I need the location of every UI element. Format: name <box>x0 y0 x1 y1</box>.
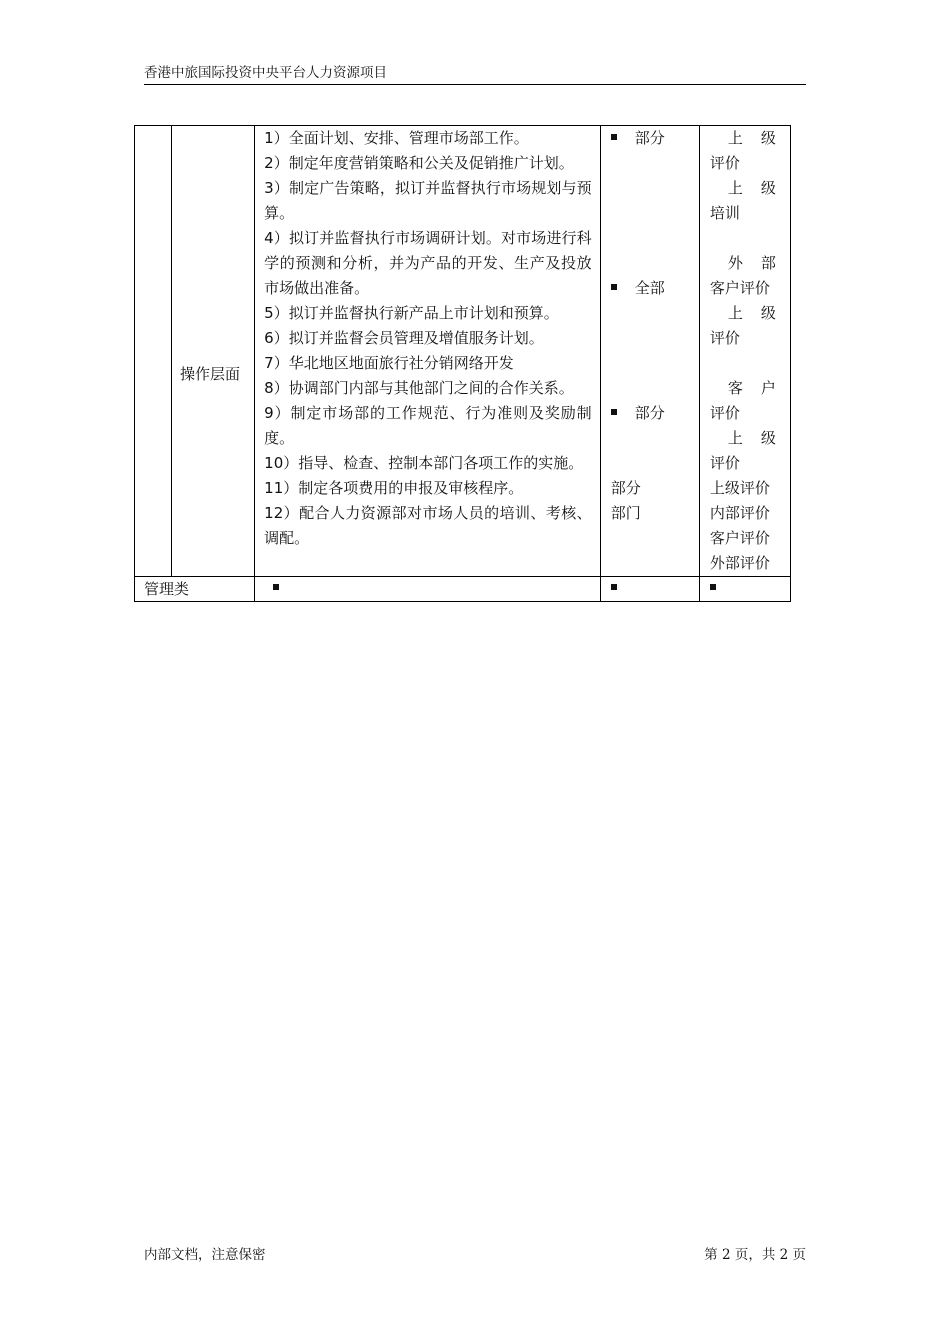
duty-item: 8）协调部门内部与其他部门之间的合作关系。 <box>264 379 574 397</box>
footer-page-number: 第 2 页，共 2 页 <box>704 1247 806 1263</box>
evaluation-entry: 上级评价 <box>709 479 770 497</box>
duty-item: 1）全面计划、安排、管理市场部工作。 <box>264 129 529 147</box>
evaluation-entry: 外部评价 <box>709 554 770 572</box>
evaluation-entry: 外部 <box>727 254 794 272</box>
duties-cell <box>255 126 601 577</box>
bullet-square-icon <box>611 584 617 590</box>
scope-entry: 部分 <box>611 401 695 426</box>
evaluation-cell: 上级 评价 上级 培训 外部 客户评价 上级 评价 客户 评价 上级 评价 上级评价 内部评价 客户评价 外部评价 <box>699 126 790 577</box>
bullet-square-icon <box>611 409 617 415</box>
duty-item: 11）制定各项费用的申报及审核程序。 <box>264 479 524 497</box>
responsibility-table <box>134 125 794 602</box>
bullet-square-icon <box>611 134 617 140</box>
evaluation-entry: 上级 <box>727 179 794 197</box>
management-evaluation-cell <box>699 577 790 602</box>
management-duties-cell <box>255 577 601 602</box>
management-row <box>135 577 791 602</box>
duty-item: 3）制定广告策略，拟订并监督执行市场规划与预算。 <box>264 179 592 222</box>
duty-item: 4）拟订并监督执行市场调研计划。对市场进行科学的预测和分析，并为产品的开发、生产及投放市场做出准备。 <box>264 229 592 297</box>
page-header: 香港中旅国际投资中央平台人力资源项目 <box>144 64 806 85</box>
category-cell <box>135 126 172 577</box>
operational-row <box>135 126 791 577</box>
scope-cell <box>600 126 699 577</box>
evaluation-entry: 客户 <box>727 379 794 397</box>
scope-entry: 全部 <box>611 276 695 301</box>
evaluation-entry: 客户评价 <box>709 529 770 547</box>
evaluation-entry: 内部评价 <box>709 504 770 522</box>
evaluation-entry: 上级 <box>727 129 794 147</box>
management-scope-cell <box>600 577 699 602</box>
bullet-square-icon <box>611 284 617 290</box>
duty-item: 12）配合人力资源部对市场人员的培训、考核、调配。 <box>264 504 592 547</box>
bullet-square-icon <box>710 584 716 590</box>
duty-item: 9）制定市场部的工作规范、行为准则及奖励制度。 <box>264 404 592 447</box>
footer-confidential-note: 内部文档，注意保密 <box>144 1247 266 1263</box>
duty-item: 6）拟订并监督会员管理及增值服务计划。 <box>264 329 544 347</box>
duty-item: 5）拟订并监督执行新产品上市计划和预算。 <box>264 304 559 322</box>
evaluation-entry: 上级 <box>727 429 794 447</box>
duty-item: 7）华北地区地面旅行社分销网络开发 <box>264 354 514 372</box>
scope-entry: 部门 <box>610 504 641 522</box>
scope-entry: 部分 <box>610 479 641 497</box>
evaluation-entry: 上级 <box>727 304 794 322</box>
level-label: 操作层面 <box>172 126 255 577</box>
duty-item: 10）指导、检查、控制本部门各项工作的实施。 <box>264 454 584 472</box>
scope-entry: 部分 <box>611 126 695 151</box>
duty-item: 2）制定年度营销策略和公关及促销推广计划。 <box>264 154 574 172</box>
bullet-square-icon <box>273 584 279 590</box>
management-label: 管理类 <box>135 577 255 602</box>
